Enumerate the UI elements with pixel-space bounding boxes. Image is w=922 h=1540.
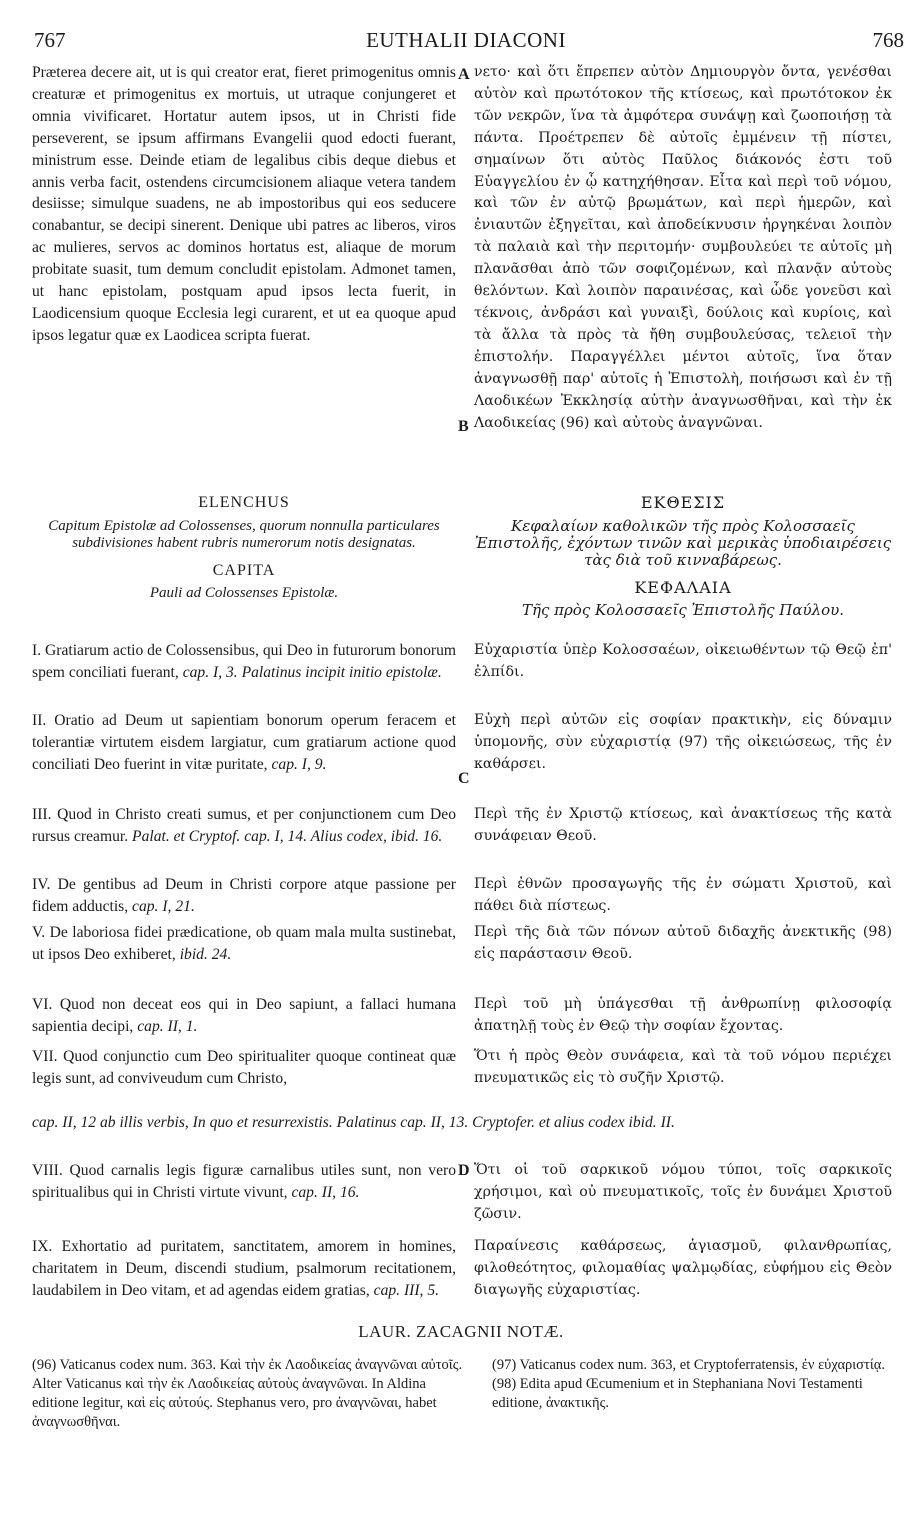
greek-chapter-list [474, 640, 892, 1042]
latin-chapter-list [32, 640, 456, 1042]
latin-chapter-6: VI. Quod non deceat eos qui in Deo sapiunt, a fallaci humana sapientia decipi, cap. II, 1. [32, 996, 456, 1035]
greek-intro-column [474, 62, 892, 434]
running-header [28, 28, 904, 56]
greek-elenchus [474, 492, 892, 619]
latin-chapter-5: V. De laboriosa fidei prædicatione, ob quam mala multa sustinebat, ut ipsos Deo exhiberet, ibid. 24. [32, 924, 456, 963]
latin-chapter-8: VIII. Quod carnalis legis figuræ carnalibus utiles sunt, non vero spiritualibus qui in Christi virtute vivunt, cap. II, 16. [32, 1162, 456, 1201]
greek-chapter-3: Περὶ τῆς ἐν Χριστῷ κτίσεως, καὶ ἀνακτίσεως τῆς κατὰ συνάφειαν Θεοῦ. [474, 806, 892, 844]
latin-intro-column [32, 62, 456, 347]
greek-chapter-8: Ὅτι οἱ τοῦ σαρκικοῦ νόμου τύποι, τοῖς σαρκικοῖς χρήσιμοι, καὶ οὐ πνευματικοῖς, τοῖς ἐν δυνάμει Χριστοῦ ζῶσιν. [474, 1162, 892, 1222]
margin-letter-d: D [458, 1162, 470, 1179]
greek-chapter-2: Εὐχὴ περὶ αὐτῶν εἰς σοφίαν πρακτικὴν, εἰς δύναμιν ὑπομονῆς, σὺν εὐχαριστίᾳ (97) τῆς οἰκειώσεως, τῆς ἐν καθάρσει. [474, 712, 892, 772]
ekthesis-heading: ΕΚΘΕΣΙΣ [640, 493, 726, 512]
margin-letter-b: B [458, 418, 469, 435]
latin-chapter-2: II. Oratio ad Deum ut sapientiam bonorum operum feracem et tolerantiæ virtutem eisdem largiatur, cum gratiarum actione quod conciliati Deo fuerint in vitæ puritate, cap. I, 9. [32, 712, 456, 773]
note-97: (97) Vaticanus codex num. 363, et Cryptoferratensis, ἐν εὐχαριστίᾳ. [492, 1357, 885, 1373]
capita-subtitle: Pauli ad Colossenses Epistolæ. [149, 584, 339, 601]
kephalaia-heading: ΚΕΦΑΛΑΙΑ [634, 577, 732, 597]
latin-chapter-1: I. Gratiarum actio de Colossensibus, qui Deo in futurorum bonorum spem conciliati fuerant, cap. I, 3. Palatinus incipit initio epistolæ. [32, 642, 457, 681]
latin-chapter-7-reference: cap. II, 12 ab illis verbis, In quo et resurrexistis. Palatinus cap. II, 13. Cryptofer. et alius codex ibid. II. [32, 1114, 675, 1131]
latin-intro-text: Præterea decere ait, ut is qui creator erat, fieret primogenitus omnis creaturæ et primogenitus ex mortuis, ut utraque conjungeret et omnia vivificaret. Hortatur autem ipsos, ut in Christi fide perseverent, se ipsum affirmans Evangelii quod edocti fuerant, ministrum esse. Deinde etiam de legalibus cibis deque diebus et annis verba facit, ostendens circumcisionem aliaque vetera tandem desiisse; simulque suadens, ne ab impostoribus qui eos seducere conabantur, se decipi sinerent. Denique ubi patres ac liberos, viros ac mulieres, servos ac dominos hortatus est, aliaque de morum probitate suasit, tum demum concludit epistolam. Admonet tamen, ut hanc epistolam, postquam apud ipsos lecta fuerit, in Laodicensium quoque Ecclesia legi curarent, et ut ea quoque apud ipsos legatur quæ ex Laodicea scripta fuerat. [32, 64, 456, 344]
running-title: EUTHALII DIACONI [366, 28, 566, 52]
greek-chapter-6: Περὶ τοῦ μὴ ὑπάγεσθαι τῇ ἀνθρωπίνῃ φιλοσοφίᾳ ἀπατηλῇ τοὺς ἐν Θεῷ τὴν σοφίαν ἔχοντας. [474, 996, 892, 1034]
latin-chapter-9: IX. Exhortatio ad puritatem, sanctitatem, amorem in homines, charitatem in Deum, discendi studium, psalmorum recitationem, laudabilem in Deo vitam, et ad agendas eidem gratias, cap. III, 5. [32, 1238, 456, 1299]
greek-chapter-1: Εὐχαριστία ὑπὲρ Κολοσσαέων, οἰκειωθέντων τῷ Θεῷ ἐπ' ἐλπίδι. [474, 642, 892, 680]
notes-left-column [32, 1356, 472, 1432]
capita-heading: CAPITA [212, 561, 276, 579]
page-number-right: 768 [872, 28, 904, 52]
greek-intro-text: νετο· καὶ ὅτι ἔπρεπεν αὐτὸν Δημιουργὸν ὄντα, γενέσθαι αὐτὸν καὶ πρωτότοκον τῆς κτίσεως, καὶ πρωτότοκον ἐκ τῶν νεκρῶν, ἵνα τὰ ἀμφότερα συνάψῃ καὶ ζωοποιήσῃ τὰ πάντα. Προέτρεπεν δὲ αὐτοῖς ἐμμένειν τῇ πίστει, σημαίνων ὅτι αὐτὸς Παῦλος διάκονός ἐστι τοῦ Εὐαγγελίου ἐν ᾧ κατηχήθησαν. Εἶτα καὶ περὶ τοῦ νόμου, καὶ τῶν ἐν αὐτῷ βρωμάτων, καὶ περὶ ἡμερῶν, καὶ ἐνιαυτῶν ἐξηγεῖται, καὶ ἀποδείκνυσιν ἠργηκέναι λοιπὸν τὰ παλαιὰ καὶ τὴν περιτομήν· συμβουλεύει τε αὐτοῖς μὴ πλανᾶσθαι ἀπὸ τῶν σοφιζομένων, καὶ πλανᾷν αὐτοὺς θελόντων. Καὶ λοιπὸν παραινέσας, καὶ ὧδε γονεῦσι καὶ τέκνοις, ἀνδράσι καὶ γυναιξὶ, δούλοις καὶ κυρίοις, καὶ τὰ ἄλλα τὰ πρὸς τὰ ἤθη συμβουλεύσας, τελειοῖ τὴν ἐπιστολήν. Παραγγέλλει μέντοι αὐτοῖς, ἵνα ὅταν ἀναγνωσθῇ παρ' αὐτοῖς ἡ Ἐπιστολὴ, ποιήσωσι καὶ ἐν τῇ Λαοδικέων Ἐκκλησίᾳ αὐτὴν ἀναγνωσθῆναι, καὶ τὴν ἐκ Λαοδικείας (96) καὶ αὐτοὺς ἀναγνῶναι. [474, 64, 892, 431]
greek-chapter-9: Παραίνεσις καθάρσεως, ἁγιασμοῦ, φιλανθρωπίας, φιλοθεότητος, φιλομαθίας ψαλμῳδίας, εὐφήμου εἰς Θεὸν διαγωγῆς εὐχαριστίας. [474, 1238, 892, 1298]
latin-chapter-3: III. Quod in Christo creati sumus, et per conjunctionem cum Deo rursus creamur. Palat. et Cryptof. cap. I, 14. Alius codex, ibid. 16. [32, 806, 456, 845]
margin-letter-c: C [458, 770, 470, 787]
kephalaia-subtitle: Τῆς πρὸς Κολοσσαεῖς Ἐπιστολῆς Παύλου. [521, 600, 845, 619]
latin-chapter-7: VII. Quod conjunctio cum Deo spiritualiter quoque contineat quæ legis sunt, ad conviveudum cum Christo, [32, 1048, 456, 1087]
notes-right-column [492, 1356, 892, 1413]
elenchus-heading: ELENCHUS [198, 494, 290, 511]
greek-chapter-4: Περὶ ἐθνῶν προσαγωγῆς τῆς ἐν σώματι Χριστοῦ, καὶ πάθει διὰ πίστεως. [474, 876, 892, 914]
margin-letter-a: A [458, 66, 470, 83]
note-98: (98) Edita apud Œcumenium et in Stephaniana Novi Testamenti editione, ἀνακτικῆς. [492, 1376, 863, 1411]
latin-elenchus [32, 492, 456, 602]
notes-title: LAUR. ZACAGNII NOTÆ. [358, 1322, 564, 1341]
note-96: (96) Vaticanus codex num. 363. Καὶ τὴν ἐκ Λαοδικείας ἀναγνῶναι αὐτοῖς. Alter Vaticanus καὶ τὴν ἐκ Λαοδικείας αὐτοὺς ἀναγνῶναι. In Aldina editione legitur, καὶ εἰς αὐτούς. Stephanus vero, pro ἀναγνῶναι, habet ἀναγνωσθῆναι. [32, 1357, 463, 1430]
greek-chapter-5: Περὶ τῆς διὰ τῶν πόνων αὐτοῦ διδαχῆς ἀνεκτικῆς (98) εἰς παράστασιν Θεοῦ. [474, 924, 892, 962]
elenchus-subtitle: Capitum Epistolæ ad Colossenses, quorum nonnulla particulares subdivisiones habent rubris numerorum notis designatas. [48, 517, 440, 551]
greek-chapter-7: Ὅτι ἡ πρὸς Θεὸν συνάφεια, καὶ τὰ τοῦ νόμου περιέχει πνευματικῶς εἰς τὸ συζῆν Χριστῷ. [474, 1048, 892, 1086]
ekthesis-subtitle: Κεφαλαίων καθολικῶν τῆς πρὸς Κολοσσαεῖς Ἐπιστολῆς, ἐχόντων τινῶν καὶ μερικὰς ὑποδιαιρέσεις τὰς διὰ τοῦ κινναβάρεως. [474, 516, 892, 569]
greek-chapter-list-2 [474, 1160, 892, 1302]
latin-chapter-4: IV. De gentibus ad Deum in Christi corpore atque passione per fidem adductis, cap. I, 21. [32, 876, 456, 915]
page-number-left: 767 [34, 28, 66, 52]
latin-chapter-list-2 [32, 1160, 456, 1302]
